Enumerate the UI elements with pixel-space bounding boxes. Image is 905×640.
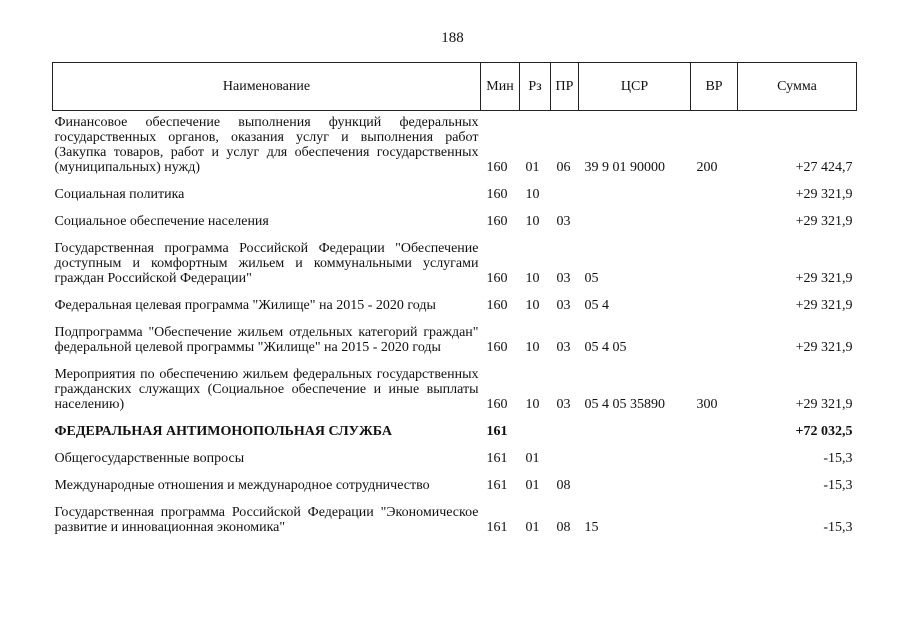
- row-pr: [551, 180, 579, 207]
- header-pr: ПР: [551, 63, 579, 111]
- row-csr: 39 9 01 90000: [584, 160, 665, 175]
- header-name: Наименование: [53, 63, 481, 111]
- table-row: [53, 111, 857, 181]
- header-sum: Сумма: [738, 63, 857, 111]
- row-name: Международные отношения и международное сотрудничество: [54, 478, 430, 493]
- row-min: 161: [486, 520, 508, 535]
- row-name: Социальная политика: [54, 187, 185, 202]
- table-row: [53, 471, 857, 498]
- row-vr: [691, 291, 738, 318]
- row-min: 160: [486, 340, 508, 355]
- row-csr: 05 4 05: [584, 340, 627, 355]
- row-name: Финансовое обеспечение выполнения функций федеральных государственных органов, оказания услуг и выполнения работ (Закупка товаров, работ и услуг для обеспечения государственных (муниципальных) нужд): [54, 115, 479, 175]
- row-sum: +29 321,9: [795, 397, 853, 412]
- table-row: [53, 498, 857, 540]
- row-min: 160: [486, 298, 508, 313]
- row-sum: +29 321,9: [795, 214, 853, 229]
- row-rz: 10: [525, 298, 540, 313]
- row-min: 160: [486, 187, 508, 202]
- row-min: 161: [486, 478, 508, 493]
- row-sum: -15,3: [823, 451, 853, 466]
- row-csr: 15: [584, 520, 599, 535]
- row-rz: 01: [525, 160, 540, 175]
- row-vr: 200: [696, 160, 718, 175]
- row-min: 160: [486, 214, 508, 229]
- header-vr: ВР: [691, 63, 738, 111]
- row-name: Общегосударственные вопросы: [54, 451, 245, 466]
- row-rz: 01: [525, 451, 540, 466]
- row-name: Федеральная целевая программа "Жилище" на 2015 - 2020 годы: [54, 298, 436, 313]
- row-vr: 300: [696, 397, 718, 412]
- table-row: [53, 291, 857, 318]
- row-pr: [551, 444, 579, 471]
- row-name: ФЕДЕРАЛЬНАЯ АНТИМОНОПОЛЬНАЯ СЛУЖБА: [54, 424, 392, 439]
- row-sum: -15,3: [823, 520, 853, 535]
- row-pr: 03: [556, 298, 571, 313]
- row-csr: 05: [584, 271, 599, 286]
- header-rz: Рз: [520, 63, 551, 111]
- row-pr: 03: [556, 397, 571, 412]
- row-vr: [691, 207, 738, 234]
- table-row: [53, 180, 857, 207]
- row-rz: 10: [525, 397, 540, 412]
- table-header-row: [53, 63, 857, 111]
- row-pr: 03: [556, 271, 571, 286]
- row-csr: [579, 180, 691, 207]
- row-pr: 03: [556, 214, 571, 229]
- row-csr: 05 4 05 35890: [584, 397, 665, 412]
- table-row: [53, 360, 857, 417]
- row-rz: 10: [525, 340, 540, 355]
- row-rz: 10: [525, 214, 540, 229]
- row-rz: 01: [525, 478, 540, 493]
- row-name: Государственная программа Российской Федерации "Обеспечение доступным и комфортным жильем и коммунальными услугами граждан Российской Федерации": [54, 241, 479, 286]
- row-rz: 01: [525, 520, 540, 535]
- row-min: 161: [486, 451, 508, 466]
- row-sum: +29 321,9: [795, 271, 853, 286]
- row-rz: 10: [525, 271, 540, 286]
- row-csr: 05 4: [584, 298, 609, 313]
- row-min: 160: [486, 160, 508, 175]
- row-vr: [691, 318, 738, 360]
- row-sum: +29 321,9: [795, 340, 853, 355]
- row-vr: [691, 498, 738, 540]
- row-vr: [691, 234, 738, 291]
- row-min: 160: [486, 397, 508, 412]
- table-row: [53, 207, 857, 234]
- row-min: 160: [486, 271, 508, 286]
- budget-table: [52, 62, 857, 540]
- row-sum: +29 321,9: [795, 298, 853, 313]
- row-name: Мероприятия по обеспечению жильем федеральных государственных гражданских служащих (Социальное обеспечение и иные выплаты населению): [54, 367, 479, 412]
- table-row: [53, 234, 857, 291]
- table-row-agency: [53, 417, 857, 444]
- table-row: [53, 444, 857, 471]
- row-pr: 03: [556, 340, 571, 355]
- row-vr: [691, 471, 738, 498]
- row-sum: +27 424,7: [795, 160, 853, 175]
- row-pr: 08: [556, 520, 571, 535]
- row-vr: [691, 444, 738, 471]
- row-sum: +29 321,9: [795, 187, 853, 202]
- row-name: Государственная программа Российской Федерации "Экономическое развитие и инновационная экономика": [54, 505, 479, 535]
- row-vr: [691, 180, 738, 207]
- row-csr: [579, 471, 691, 498]
- row-csr: [579, 207, 691, 234]
- row-name: Социальное обеспечение населения: [54, 214, 269, 229]
- row-rz: 10: [525, 187, 540, 202]
- row-csr: [579, 417, 691, 444]
- row-sum: -15,3: [823, 478, 853, 493]
- row-pr: 08: [556, 478, 571, 493]
- row-rz: [520, 417, 551, 444]
- page-number: 188: [441, 30, 464, 46]
- row-name: Подпрограмма "Обеспечение жильем отдельных категорий граждан" федеральной целевой программы "Жилище" на 2015 - 2020 годы: [54, 325, 479, 355]
- header-csr: ЦСР: [579, 63, 691, 111]
- row-pr: 06: [556, 160, 571, 175]
- row-min: 161: [486, 424, 508, 439]
- row-pr: [551, 417, 579, 444]
- table-row: [53, 318, 857, 360]
- row-sum: +72 032,5: [795, 424, 853, 439]
- row-vr: [691, 417, 738, 444]
- row-csr: [579, 444, 691, 471]
- header-min: Мин: [481, 63, 520, 111]
